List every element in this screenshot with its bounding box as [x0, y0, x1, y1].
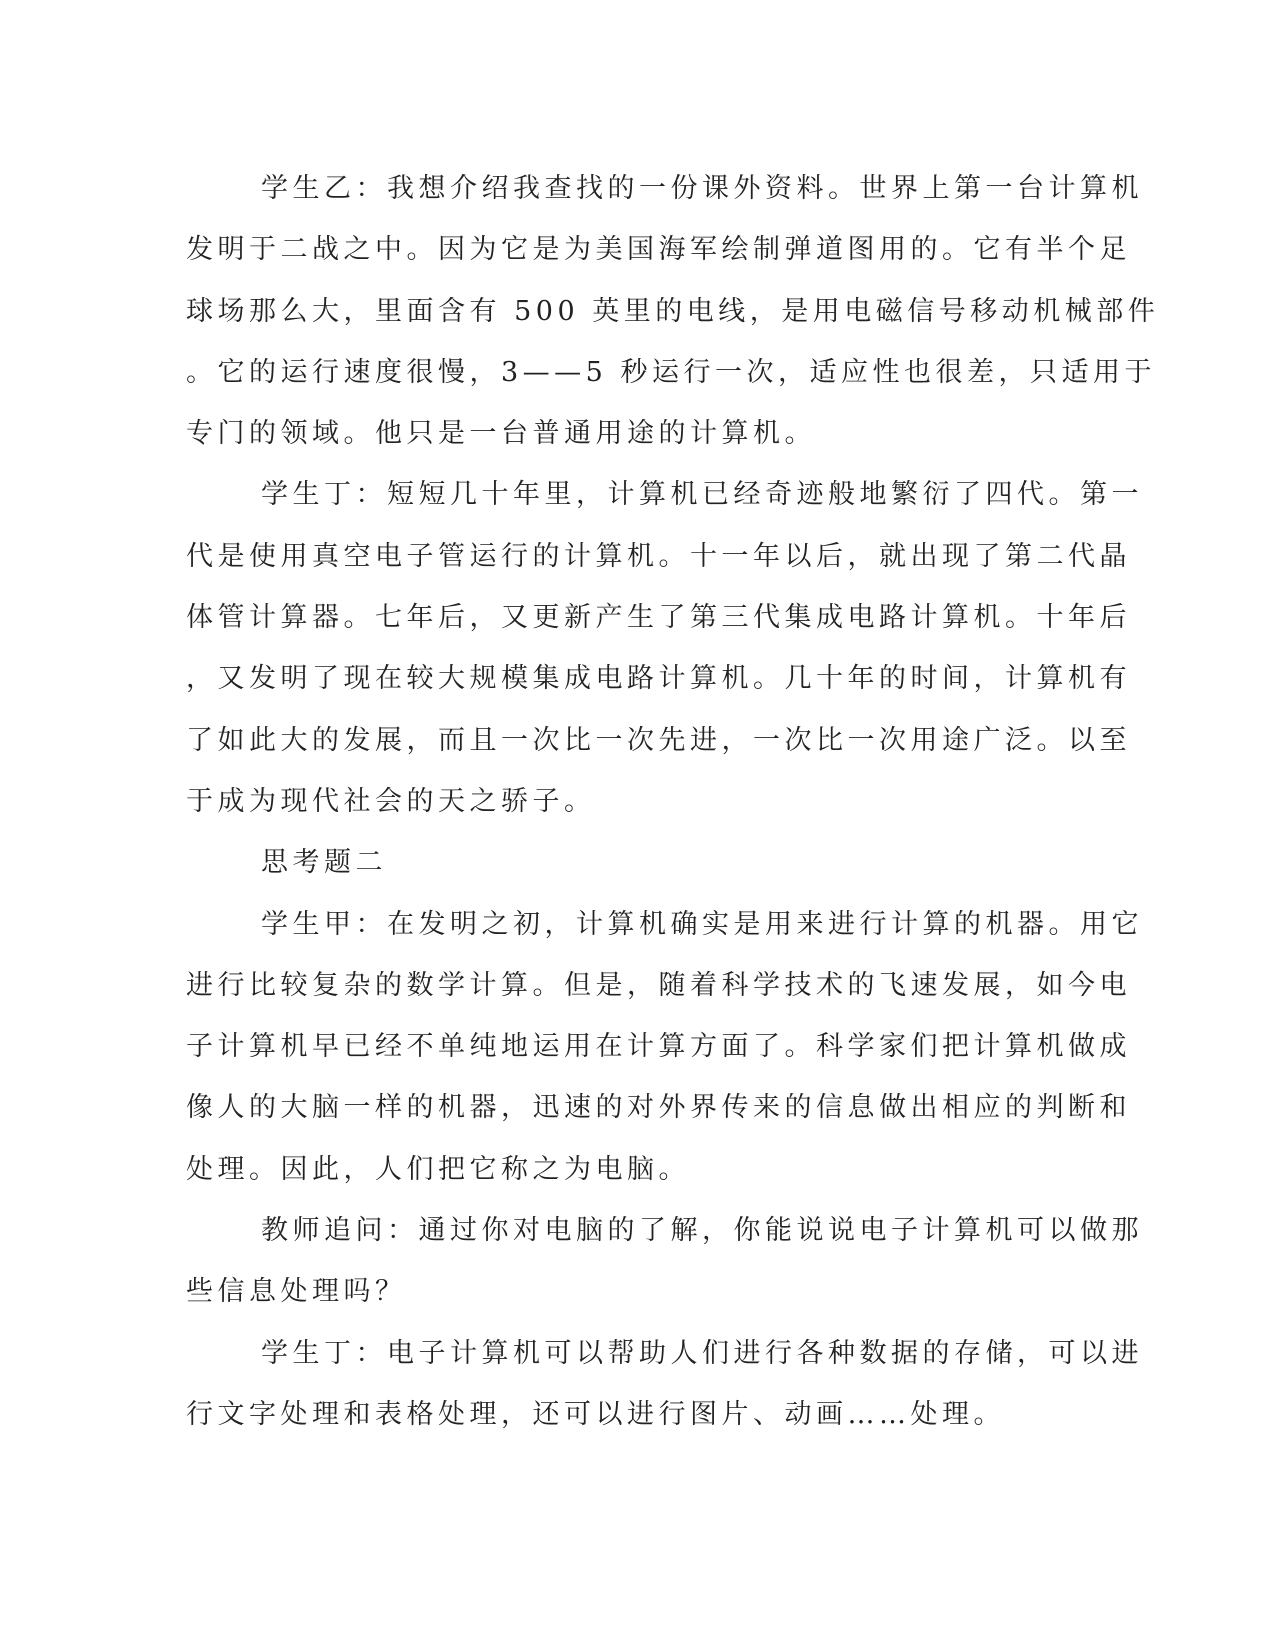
- paragraph-student-d-line-6: 于成为现代社会的天之骄子。: [186, 785, 596, 817]
- paragraph-student-d-line-1: 学生丁：短短几十年里，计算机已经奇迹般地繁衍了四代。第一: [261, 479, 1143, 511]
- section-heading-question-two: 思考题二: [261, 847, 387, 879]
- paragraph-student-a-line-4: 像人的大脑一样的机器，迅速的对外界传来的信息做出相应的判断和: [186, 1092, 1131, 1124]
- paragraph-student-a-line-3: 子计算机早已经不单纯地运用在计算方面了。科学家们把计算机做成: [186, 1031, 1131, 1063]
- paragraph-student-a-line-1: 学生甲：在发明之初，计算机确实是用来进行计算的机器。用它: [261, 908, 1143, 940]
- paragraph-student-d-line-5: 了如此大的发展，而且一次比一次先进，一次比一次用途广泛。以至: [186, 724, 1131, 756]
- paragraph-student-d-line-3: 体管计算器。七年后，又更新产生了第三代集成电路计算机。十年后: [186, 602, 1131, 634]
- paragraph-student-b-line-3: 球场那么大，里面含有 500 英里的电线，是用电磁信号移动机械部件: [186, 295, 1160, 327]
- paragraph-student-a-line-5: 处理。因此，人们把它称之为电脑。: [186, 1153, 690, 1185]
- paragraph-student-b-line-4: 。它的运行速度很慢，3——5 秒运行一次，适应性也很差，只适用于: [186, 356, 1156, 388]
- paragraph-student-b-line-1: 学生乙：我想介绍我查找的一份课外资料。世界上第一台计算机: [261, 173, 1143, 204]
- document-body: [186, 158, 1160, 1445]
- paragraph-teacher-line-2: 些信息处理吗？: [186, 1276, 407, 1308]
- paragraph-teacher-line-1: 教师追问：通过你对电脑的了解，你能说说电子计算机可以做那: [261, 1215, 1143, 1247]
- paragraph-student-a-line-2: 进行比较复杂的数学计算。但是，随着科学技术的飞速发展，如今电: [186, 969, 1131, 1001]
- paragraph-student-d-line-4: ，又发明了现在较大规模集成电路计算机。几十年的时间，计算机有: [186, 663, 1131, 695]
- paragraph-student-d-line-2: 代是使用真空电子管运行的计算机。十一年以后，就出现了第二代晶: [186, 540, 1131, 572]
- paragraph-student-b-line-2: 发明于二战之中。因为它是为美国海军绘制弹道图用的。它有半个足: [186, 234, 1131, 266]
- paragraph-student-b-line-5: 专门的领域。他只是一台普通用途的计算机。: [186, 418, 816, 450]
- paragraph-student-d-answer-line-2: 行文字处理和表格处理，还可以进行图片、动画……处理。: [186, 1398, 1005, 1430]
- paragraph-student-d-answer-line-1: 学生丁：电子计算机可以帮助人们进行各种数据的存储，可以进: [261, 1337, 1143, 1369]
